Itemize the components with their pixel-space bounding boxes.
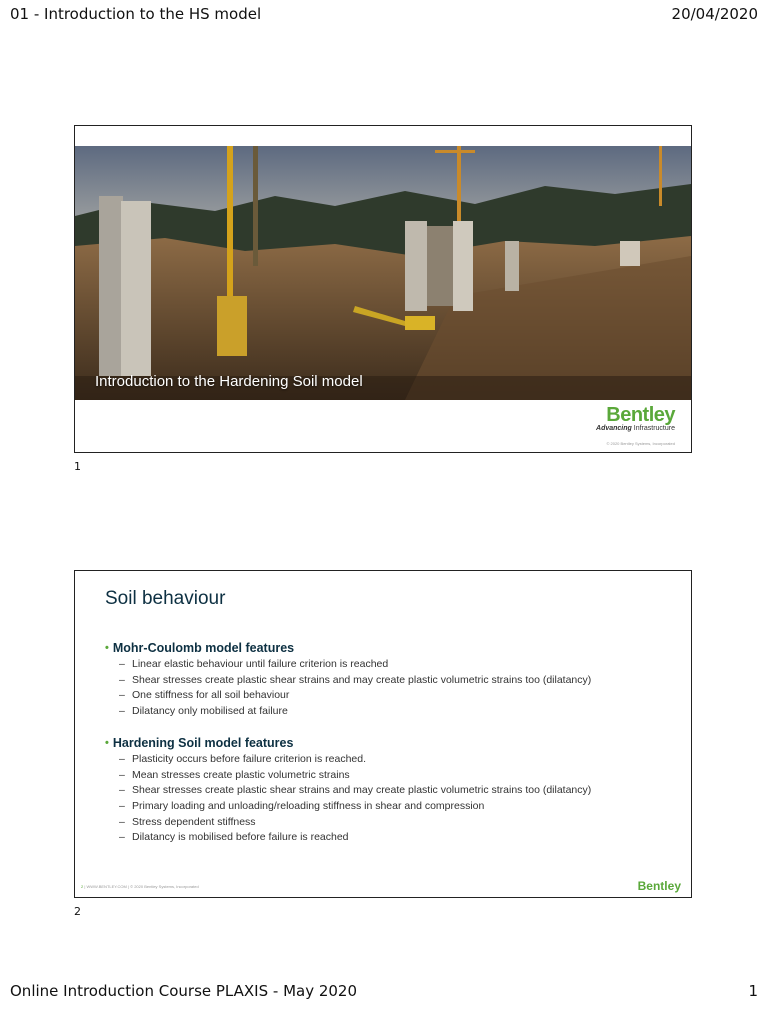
slide-footer-page: 2	[81, 884, 84, 889]
brand-copyright: © 2020 Bentley Systems, Incorporated	[606, 441, 675, 446]
page-header-title: 01 - Introduction to the HS model	[10, 5, 262, 23]
slide-2-body	[105, 641, 675, 862]
list-item	[119, 783, 675, 799]
construction-photo	[75, 146, 691, 400]
list-item-text: Primary loading and unloading/reloading stiffness in shear and compression	[132, 799, 485, 812]
section-mohr-coulomb	[105, 641, 675, 720]
dash-icon: –	[119, 752, 125, 765]
list-item-text: One stiffness for all soil behaviour	[132, 689, 290, 702]
list-item	[119, 657, 675, 673]
slide-1-number: 1	[74, 460, 81, 473]
brand-tagline-rest: Infrastructure	[631, 425, 675, 432]
list-item-text: Stress dependent stiffness	[132, 815, 256, 828]
list-item-text: Dilatancy is mobilised before failure is reached	[132, 831, 349, 844]
bullet-dot-icon: •	[105, 642, 109, 654]
list-item	[119, 704, 675, 720]
list-item	[119, 673, 675, 689]
slide-2-number: 2	[74, 905, 81, 918]
page-footer-number: 1	[748, 982, 758, 1000]
construction-scene-image	[75, 146, 691, 400]
slide-1-title: Introduction to the Hardening Soil model	[95, 373, 363, 390]
dash-icon: –	[119, 689, 125, 702]
brand-name: Bentley	[606, 404, 675, 426]
list-item	[119, 799, 675, 815]
list-item	[119, 688, 675, 704]
slide-2-footer: 2 | WWW.BENTLEY.COM | © 2020 Bentley Systems, Incorporated	[81, 884, 199, 889]
list-item-text: Shear stresses create plastic shear strains and may create plastic volumetric strains too (dilatancy)	[132, 673, 592, 686]
dash-icon: –	[119, 799, 125, 812]
list-item-text: Shear stresses create plastic shear strains and may create plastic volumetric strains too (dilatancy)	[132, 784, 592, 797]
dash-icon: –	[119, 815, 125, 828]
list-item-text: Plasticity occurs before failure criterion is reached.	[132, 752, 367, 765]
bentley-logo-small: Bentley	[637, 879, 681, 893]
page-footer-course: Online Introduction Course PLAXIS - May 2020	[10, 982, 358, 1000]
dash-icon: –	[119, 673, 125, 686]
list-item-text: Mean stresses create plastic volumetric strains	[132, 768, 350, 781]
slide-2-title: Soil behaviour	[105, 588, 226, 609]
section-hardening-soil	[105, 736, 675, 846]
list-item	[119, 815, 675, 831]
feature-list	[119, 752, 675, 846]
list-item	[119, 830, 675, 846]
dash-icon: –	[119, 705, 125, 718]
list-item	[119, 752, 675, 768]
slide-footer-copyright: © 2020 Bentley Systems, Incorporated	[130, 884, 199, 889]
list-item-text: Dilatancy only mobilised at failure	[132, 705, 288, 718]
feature-list	[119, 657, 675, 720]
slide-1	[74, 125, 692, 453]
dash-icon: –	[119, 768, 125, 781]
dash-icon: –	[119, 831, 125, 844]
dash-icon: –	[119, 658, 125, 670]
dash-icon: –	[119, 784, 125, 797]
bullet-dot-icon: •	[105, 736, 109, 749]
section-heading	[105, 641, 675, 655]
bentley-logo	[596, 404, 675, 446]
section-heading-text: Mohr-Coulomb model features	[112, 641, 295, 655]
list-item-text: Linear elastic behaviour until failure criterion is reached	[132, 658, 389, 670]
brand-tagline	[596, 425, 675, 432]
list-item	[119, 768, 675, 784]
section-heading	[105, 736, 675, 750]
slide-footer-web: WWW.BENTLEY.COM	[86, 884, 127, 889]
section-heading-text: Hardening Soil model features	[112, 735, 294, 750]
slide-2	[74, 570, 692, 898]
page-header-date: 20/04/2020	[671, 5, 758, 23]
brand-tagline-bold: Advancing	[596, 425, 632, 432]
